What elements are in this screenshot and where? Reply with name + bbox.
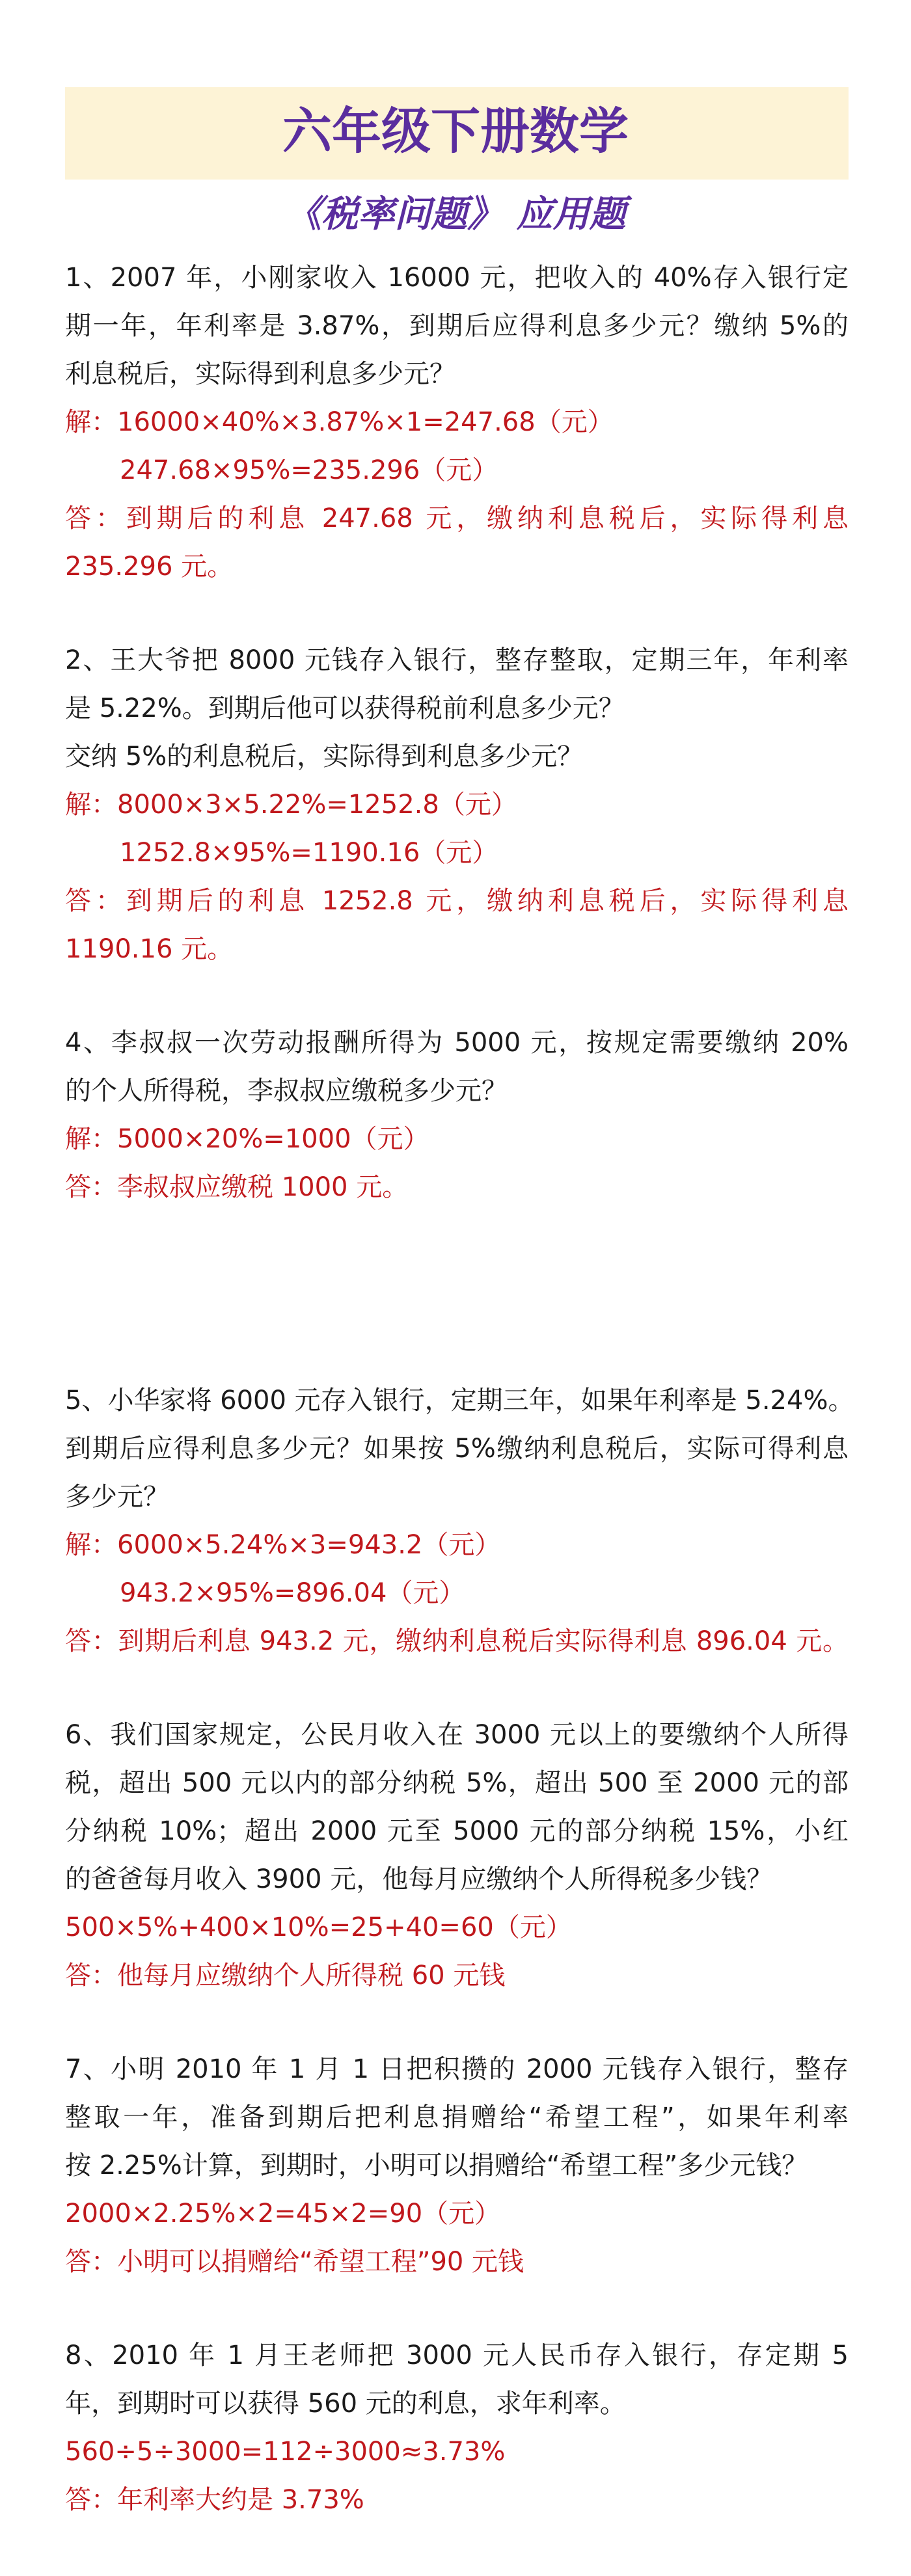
question-line: 的爸爸每月收入 3900 元，他每月应缴纳个人所得税多少钱？ bbox=[65, 1864, 773, 1894]
answer-line: 235.296 元。 bbox=[65, 552, 234, 582]
question-line: 8、2010 年 1 月王老师把 3000 元人民币存入银行，存定期 5 bbox=[65, 2341, 849, 2370]
solution-line: 解：16000×40%×3.87%×1=247.68（元） bbox=[65, 407, 614, 437]
question-line: 到期后应得利息多少元？如果按 5%缴纳利息税后，实际可得利息 bbox=[65, 1434, 849, 1464]
solution-line: 943.2×95%=896.04（元） bbox=[120, 1578, 465, 1608]
question-line: 是 5.22%。到期后他可以获得税前利息多少元？ bbox=[65, 693, 625, 723]
answer-line: 答：年利率大约是 3.73% bbox=[65, 2485, 364, 2515]
question-line: 按 2.25%计算，到期时，小明可以捐赠给“希望工程”多少元钱？ bbox=[65, 2151, 808, 2180]
question-line: 利息税后，实际得到利息多少元？ bbox=[65, 359, 456, 389]
solution-line: 247.68×95%=235.296（元） bbox=[120, 455, 498, 485]
solution-line: 2000×2.25%×2=45×2=90（元） bbox=[65, 2199, 501, 2229]
solution-line: 解：8000×3×5.22%=1252.8（元） bbox=[65, 790, 517, 820]
question-line: 交纳 5%的利息税后，实际得到利息多少元？ bbox=[65, 742, 584, 771]
answer-line: 1190.16 元。 bbox=[65, 934, 234, 964]
question-line: 6、我们国家规定，公民月收入在 3000 元以上的要缴纳个人所得 bbox=[65, 1720, 849, 1750]
answer-line: 答：到期后的利息 247.68 元，缴纳利息税后，实际得利息 bbox=[65, 503, 849, 533]
question-line: 1、2007 年，小刚家收入 16000 元，把收入的 40%存入银行定 bbox=[65, 263, 849, 293]
answer-line: 答：他每月应缴纳个人所得税 60 元钱 bbox=[65, 1961, 506, 1991]
question-line: 的个人所得税，李叔叔应缴税多少元？ bbox=[65, 1076, 508, 1106]
question-line: 分纳税 10%；超出 2000 元至 5000 元的部分纳税 15%，小红 bbox=[65, 1816, 849, 1846]
question-line: 2、王大爷把 8000 元钱存入银行，整存整取，定期三年，年利率 bbox=[65, 645, 849, 675]
question-line: 多少元？ bbox=[65, 1482, 169, 1512]
question-line: 4、李叔叔一次劳动报酬所得为 5000 元，按规定需要缴纳 20% bbox=[65, 1028, 849, 1058]
solution-line: 解：5000×20%=1000（元） bbox=[65, 1124, 429, 1154]
question-line: 年，到期时可以获得 560 元的利息，求年利率。 bbox=[65, 2389, 626, 2419]
question-line: 整取一年，准备到期后把利息捐赠给“希望工程”，如果年利率 bbox=[65, 2102, 849, 2132]
solution-line: 560÷5÷3000=112÷3000≈3.73% bbox=[65, 2437, 506, 2467]
page-title: 六年级下册数学 bbox=[282, 102, 629, 160]
page-subtitle: 《税率问题》 应用题 bbox=[285, 193, 626, 235]
answer-line: 答：到期后的利息 1252.8 元，缴纳利息税后，实际得利息 bbox=[65, 886, 849, 916]
answer-line: 答：到期后利息 943.2 元，缴纳利息税后实际得利息 896.04 元。 bbox=[65, 1626, 849, 1656]
answer-line: 答：李叔叔应缴税 1000 元。 bbox=[65, 1172, 409, 1202]
question-line: 期一年，年利率是 3.87%，到期后应得利息多少元？缴纳 5%的 bbox=[65, 311, 849, 341]
answer-line: 答：小明可以捐赠给“希望工程”90 元钱 bbox=[65, 2247, 524, 2277]
question-line: 5、小华家将 6000 元存入银行，定期三年，如果年利率是 5.24%。 bbox=[65, 1386, 854, 1415]
solution-line: 500×5%+400×10%=25+40=60（元） bbox=[65, 1912, 572, 1942]
question-line: 税，超出 500 元以内的部分纳税 5%，超出 500 至 2000 元的部 bbox=[65, 1768, 849, 1798]
solution-line: 1252.8×95%=1190.16（元） bbox=[120, 838, 498, 868]
question-line: 7、小明 2010 年 1 月 1 日把积攒的 2000 元钱存入银行，整存 bbox=[65, 2054, 849, 2084]
solution-line: 解：6000×5.24%×3=943.2（元） bbox=[65, 1530, 501, 1560]
